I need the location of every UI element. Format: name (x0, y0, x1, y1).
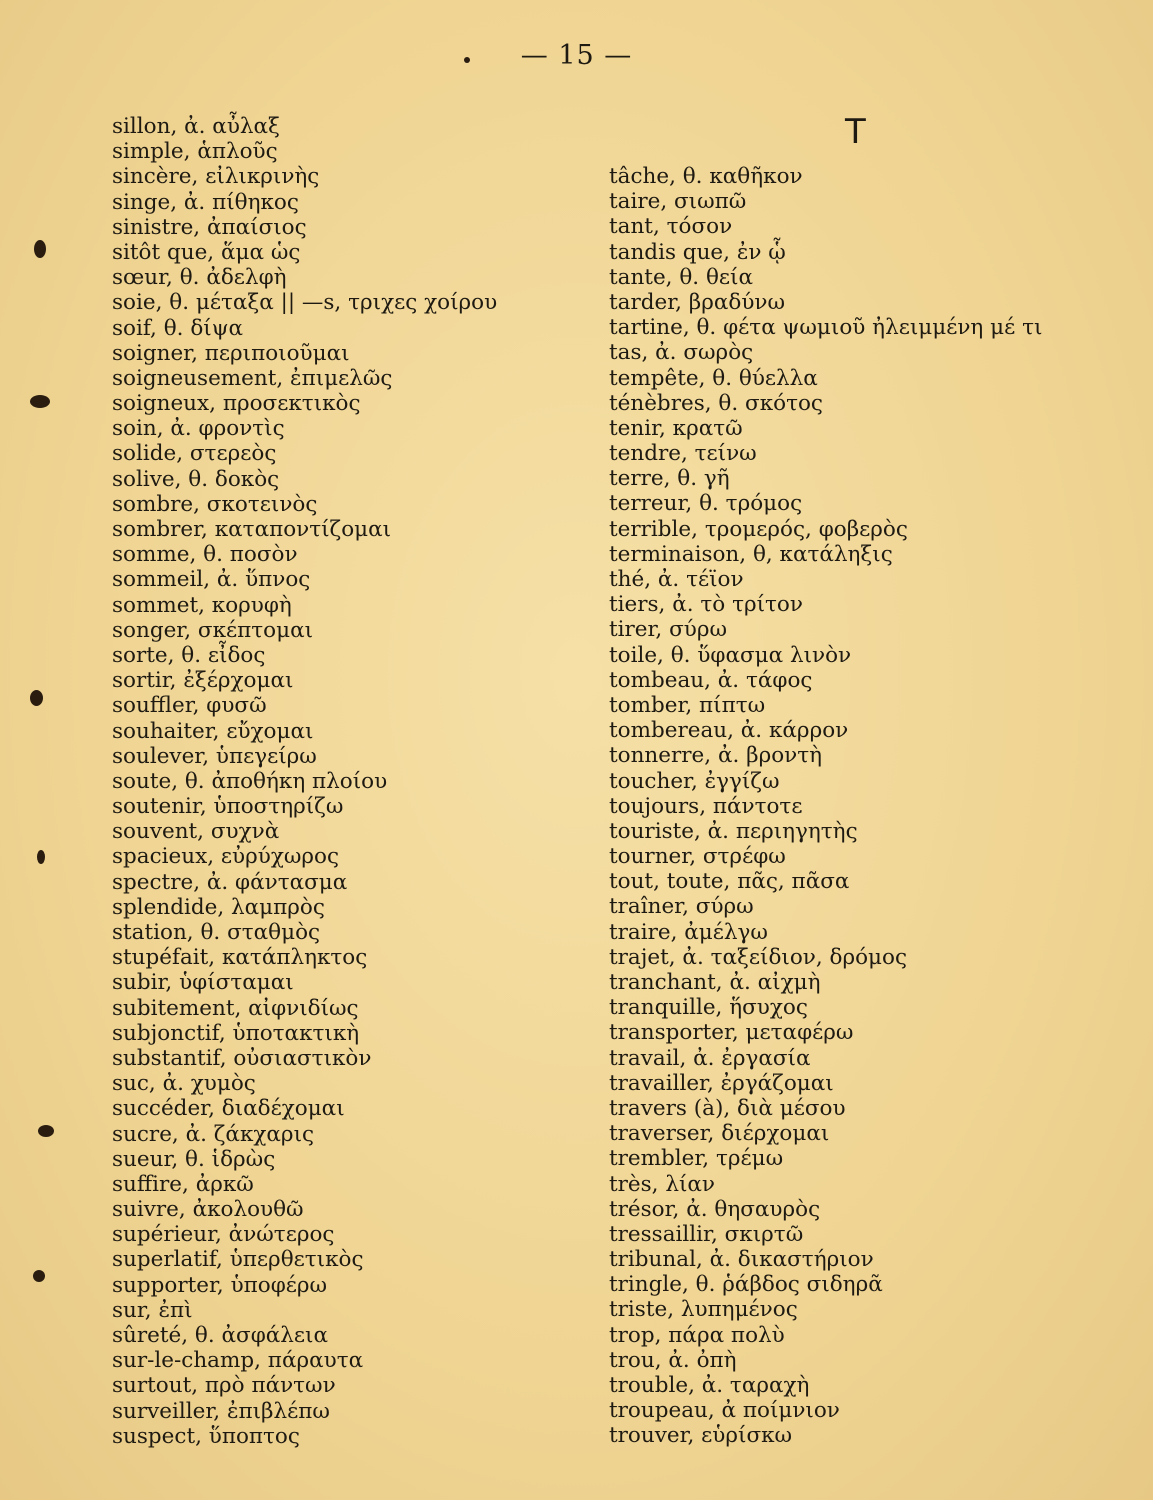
dictionary-entry: ténèbres, θ. σκότος (609, 390, 823, 416)
dictionary-entry: spacieux, εὐρύχωρος (112, 844, 339, 870)
dictionary-entry: trouver, εὑρίσκω (609, 1423, 793, 1449)
dictionary-entry: tendre, τείνω (609, 441, 757, 467)
dictionary-entry: souvent, συχνὰ (112, 819, 280, 845)
dictionary-entry: tressaillir, σκιρτῶ (609, 1221, 804, 1247)
dictionary-entry: tranchant, ἀ. αἰχμὴ (609, 970, 821, 995)
dictionary-entry: traire, ἀμέλγω (609, 919, 768, 945)
dictionary-entry: sillon, ἀ. αὖλαξ (112, 114, 280, 139)
dictionary-entry: subitement, αἰφνιδίως (112, 995, 359, 1021)
dictionary-entry: souhaiter, εὔχομαι (112, 718, 314, 744)
dictionary-entry: sombre, σκοτεινὸς (112, 491, 318, 517)
dictionary-entry: tombereau, ἀ. κάρρον (609, 718, 849, 744)
dictionary-entry: sortir, ἐξέρχομαι (112, 668, 294, 694)
dictionary-entry: soutenir, ὑποστηρίζω (112, 794, 344, 820)
paper-stain (33, 1270, 45, 1282)
dictionary-entry: toucher, ἐγγίζω (609, 768, 780, 794)
dictionary-entry: traverser, διέρχομαι (609, 1121, 830, 1147)
dictionary-entry: taire, σιωπῶ (609, 189, 747, 215)
dictionary-entry: splendide, λαμπρὸς (112, 894, 325, 920)
left-column (112, 114, 552, 1449)
dictionary-entry: travail, ἀ. ἐργασία (609, 1045, 811, 1071)
dictionary-entry: tâche, θ. καθῆκον (609, 164, 803, 189)
dictionary-entry: toujours, πάντοτε (609, 793, 803, 819)
dictionary-entry: terre, θ. γῆ (609, 466, 730, 492)
dictionary-entry: sucre, ἀ. ζάκχαρις (112, 1121, 315, 1147)
dictionary-entry: sur, ἐπὶ (112, 1297, 193, 1323)
dictionary-entry: tirer, σύρω (609, 617, 728, 643)
dictionary-entry: sombrer, καταποντίζομαι (112, 517, 392, 542)
dictionary-entry: supporter, ὑποφέρω (112, 1272, 328, 1298)
dictionary-entry: tomber, πίπτω (609, 692, 766, 718)
dictionary-entry: troupeau, ἀ ποίμνιον (609, 1398, 840, 1424)
dictionary-entry: tandis que, ἐν ᾧ (609, 239, 786, 265)
dictionary-entry: sûreté, θ. ἀσφάλεια (112, 1323, 329, 1348)
dictionary-entry: trembler, τρέμω (609, 1146, 784, 1172)
right-column (609, 164, 1139, 1449)
dictionary-entry: thé, ἀ. τέϊον (609, 567, 744, 592)
dictionary-entry: travers (à), διὰ μέσου (609, 1095, 846, 1121)
dictionary-entry: somme, θ. ποσὸν (112, 542, 298, 568)
dictionary-entry: subir, ὑφίσταμαι (112, 970, 294, 996)
dictionary-entry: soigneux, προσεκτικὸς (112, 391, 361, 417)
dictionary-entry: tenir, κρατῶ (609, 415, 743, 441)
dictionary-entry: subjonctif, ὑποτακτικὴ (112, 1020, 360, 1046)
dictionary-entry: solide, στερεὸς (112, 441, 277, 467)
dictionary-entry: sur-le-champ, πάραυτα (112, 1348, 364, 1374)
dictionary-entry: terminaison, θ, κατάληξις (609, 541, 893, 567)
dictionary-entry: sœur, θ. ἀδελφὴ (112, 265, 287, 291)
dictionary-entry: spectre, ἀ. φάντασμα (112, 869, 348, 895)
dictionary-entry: tempête, θ. θύελλα (609, 365, 818, 391)
dictionary-entry: sincère, εἰλικρινὴς (112, 164, 320, 190)
dictionary-entry: sitôt que, ἅμα ὡς (112, 239, 301, 265)
dictionary-entry: station, θ. σταθμὸς (112, 920, 321, 945)
dictionary-entry: trajet, ἀ. ταξείδιον, δρόμος (609, 944, 907, 970)
dictionary-entry: surveiller, ἐπιβλέπω (112, 1398, 330, 1424)
dictionary-entry: tiers, ἀ. τὸ τρίτον (609, 592, 803, 618)
dictionary-entry: superlatif, ὑπερθετικὸς (112, 1247, 364, 1273)
dictionary-entry: tringle, θ. ῥάβδος σιδηρᾶ (609, 1272, 883, 1298)
dictionary-entry: tonnerre, ἀ. βροντὴ (609, 743, 822, 769)
dictionary-entry: succéder, διαδέχομαι (112, 1096, 345, 1122)
dictionary-entry: terreur, θ. τρόμος (609, 491, 803, 517)
dictionary-entry: singe, ἀ. πίθηκος (112, 189, 299, 215)
dictionary-entry: suspect, ὕποπτος (112, 1423, 300, 1449)
dictionary-entry: terrible, τρομερός, φοβερὸς (609, 516, 908, 542)
dictionary-entry: trou, ἀ. ὀπὴ (609, 1347, 737, 1373)
paper-stain (464, 57, 470, 63)
dictionary-entry: souffler, φυσῶ (112, 693, 267, 719)
dictionary-entry: transporter, μεταφέρω (609, 1020, 854, 1046)
paper-stain (34, 240, 46, 258)
section-letter: T (845, 112, 866, 152)
dictionary-entry: soigneusement, ἐπιμελῶς (112, 365, 393, 391)
dictionary-entry: substantif, οὐσιαστικὸν (112, 1045, 372, 1071)
dictionary-entry: tribunal, ἀ. δικαστήριον (609, 1247, 874, 1273)
dictionary-entry: suc, ἀ. χυμὸς (112, 1071, 256, 1097)
dictionary-entry: trop, πάρα πολὺ (609, 1322, 785, 1348)
dictionary-entry: tante, θ. θεία (609, 264, 753, 290)
dictionary-entry: songer, σκέπτομαι (112, 617, 314, 643)
dictionary-entry: tourner, στρέφω (609, 844, 786, 870)
dictionary-entry: trésor, ἀ. θησαυρὸς (609, 1196, 821, 1222)
dictionary-entry: touriste, ἀ. περιηγητὴς (609, 818, 858, 844)
dictionary-entry: sueur, θ. ἱδρὼς (112, 1146, 276, 1172)
dictionary-entry: tombeau, ἀ. τάφος (609, 667, 813, 693)
dictionary-entry: suffire, ἀρκῶ (112, 1171, 254, 1197)
dictionary-entry: tartine, θ. φέτα ψωμιοῦ ἠλειμμένη μέ τι (609, 315, 1043, 341)
dictionary-entry: sorte, θ. εἶδος (112, 642, 266, 668)
dictionary-entry: trouble, ἀ. ταραχὴ (609, 1373, 810, 1398)
dictionary-entry: toile, θ. ὕφασμα λινὸν (609, 642, 852, 668)
paper-stain (30, 690, 43, 706)
dictionary-entry: sinistre, ἀπαίσιος (112, 214, 307, 240)
page-number: — 15 — (520, 40, 633, 71)
dictionary-entry: surtout, πρὸ πάντων (112, 1373, 336, 1399)
dictionary-entry: tarder, βραδύνω (609, 289, 786, 315)
dictionary-entry: tout, toute, πᾶς, πᾶσα (609, 869, 850, 895)
paper-stain (30, 395, 50, 408)
paper-stain (37, 850, 45, 864)
dictionary-entry: soulever, ὑπεγείρω (112, 743, 317, 769)
dictionary-entry: suivre, ἀκολουθῶ (112, 1197, 304, 1223)
dictionary-entry: supérieur, ἀνώτερος (112, 1222, 335, 1248)
dictionary-entry: sommet, κορυφὴ (112, 592, 292, 618)
dictionary-entry: sommeil, ἀ. ὕπνος (112, 567, 311, 593)
dictionary-entry: stupéfait, κατάπληκτος (112, 945, 368, 971)
dictionary-entry: soin, ἀ. φροντὶς (112, 416, 285, 442)
dictionary-entry: traîner, σύρω (609, 894, 754, 920)
dictionary-entry: tas, ἀ. σωρὸς (609, 340, 754, 366)
dictionary-entry: solive, θ. δοκὸς (112, 466, 280, 492)
dictionary-entry: soie, θ. μέταξα || —s, τριχες χοίρου (112, 290, 498, 316)
dictionary-entry: soigner, περιποιοῦμαι (112, 340, 350, 366)
dictionary-entry: travailler, ἐργάζομαι (609, 1070, 834, 1096)
dictionary-entry: très, λίαν (609, 1171, 715, 1197)
paper-stain (38, 1125, 54, 1137)
dictionary-entry: soute, θ. ἀποθήκη πλοίου (112, 768, 388, 794)
dictionary-entry: tant, τόσον (609, 214, 733, 240)
dictionary-entry: tranquille, ἥσυχος (609, 995, 808, 1021)
dictionary-entry: simple, ἁπλοῦς (112, 139, 278, 165)
dictionary-entry: soif, θ. δίψα (112, 315, 244, 341)
dictionary-entry: triste, λυπημένος (609, 1297, 798, 1323)
